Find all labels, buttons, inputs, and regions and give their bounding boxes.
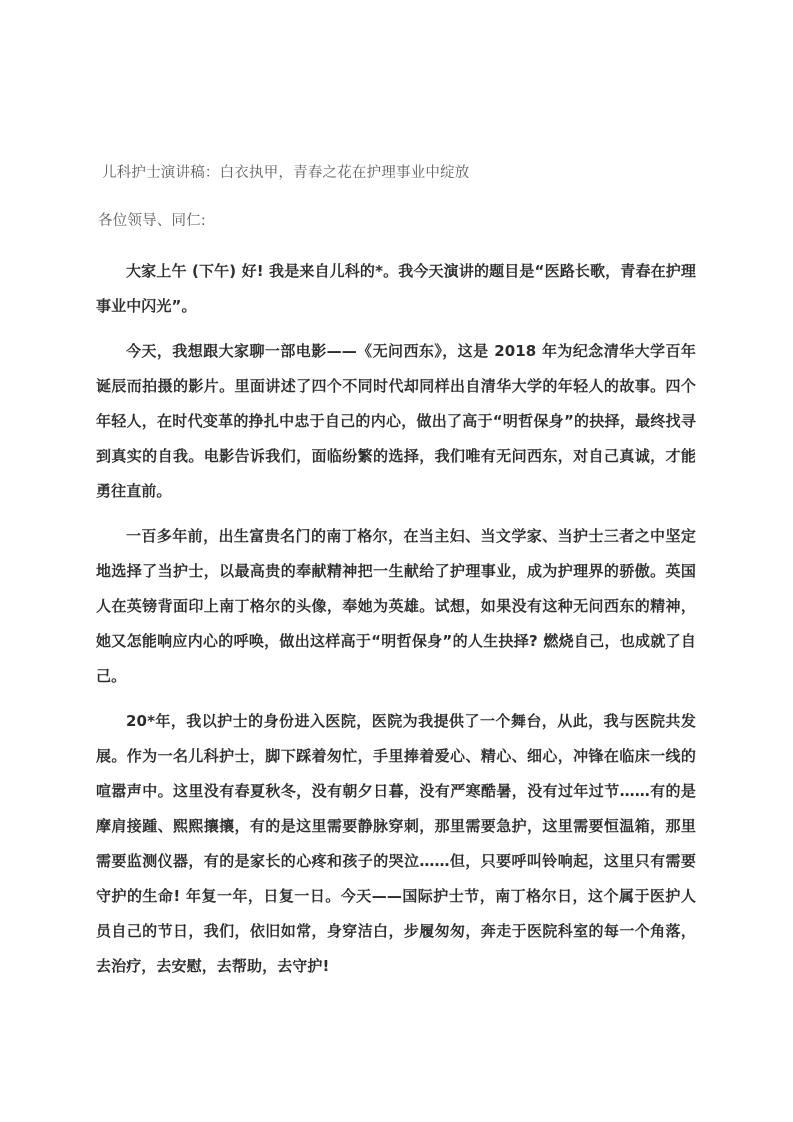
paragraph-nightingale: 一百多年前，出生富贵名门的南丁格尔，在当主妇、当文学家、当护士三者之中坚定地选择了当护士，以最高贵的奉献精神把一生献给了护理事业，成为护理界的骄傲。英国人在英镑背面印上南丁格尔的头像，奉她为英雄。试想，如果没有这种无问西东的精神，她又怎能响应内心的呼唤，做出这样高于“明哲保身”的人生抉择? 燃烧自己，也成就了自己。	[96, 527, 696, 685]
salutation-line: 各位领导、同仁:	[98, 213, 206, 229]
document-body	[96, 160, 696, 984]
page-title: 儿科护士演讲稿：白衣执甲，青春之花在护理事业中绽放	[102, 165, 470, 181]
paragraph-career: 20*年，我以护士的身份进入医院，医院为我提供了一个舞台，从此，我与医院共发展。作为一名儿科护士，脚下踩着匆忙，手里捧着爱心、精心、细心，冲锋在临床一线的喧嚣声中。这里没有春夏秋冬，没有朝夕日暮，没有严寒酷暑，没有过年过节……有的是摩肩接踵、熙熙攘攘，有的是这里需要静脉穿刺，那里需要急护，这里需要恒温箱，那里需要监测仪器，有的是家长的心疼和孩子的哭泣……但，只要呼叫铃响起，这里只有需要守护的生命! 年复一年，日复一日。今天——国际护士节，南丁格尔日，这个属于医护人员自己的节日，我们，依旧如常，身穿洁白，步履匆匆，奔走于医院科室的每一个角落，去治疗，去安慰，去帮助，去守护!	[96, 712, 696, 975]
paragraph-greeting: 大家上午 (下午) 好! 我是来自儿科的*。我今天演讲的题目是“医路长歌，青春在护理事业中闪光”。	[96, 262, 696, 315]
paragraph-movie: 今天，我想跟大家聊一部电影——《无问西东》，这是 2018 年为纪念清华大学百年诞辰而拍摄的影片。里面讲述了四个不同时代却同样出自清华大学的年轻人的故事。四个年轻人，在时代变革的挣扎中忠于自己的内心，做出了高于“明哲保身”的抉择，最终找寻到真实的自我。电影告诉我们，面临纷繁的选择，我们唯有无问西东，对自己真诚，才能勇往直前。	[96, 342, 696, 500]
